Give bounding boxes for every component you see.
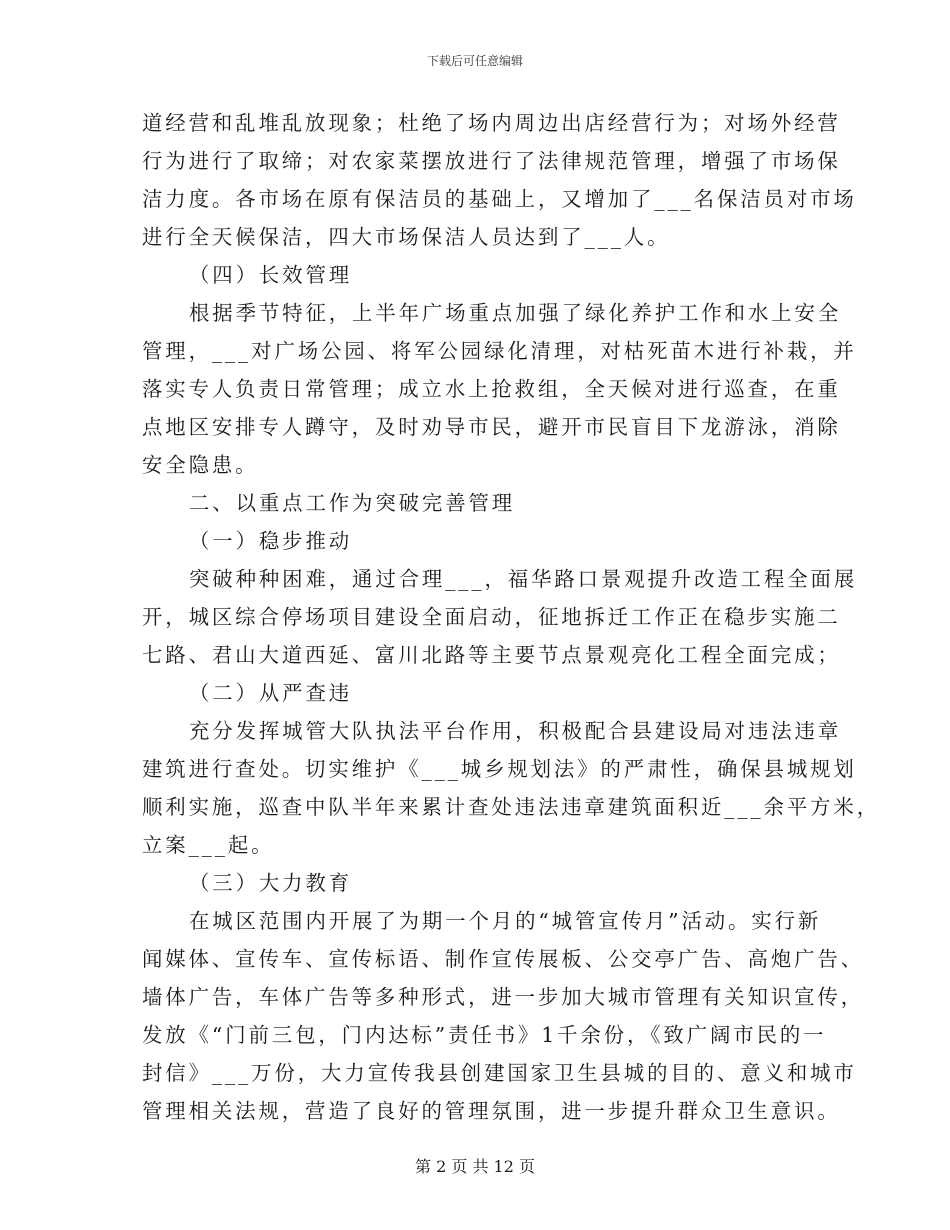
- body-line: 开，城区综合停场项目建设全面启动，征地拆迁工作正在稳步实施二: [142, 605, 841, 629]
- body-line: 点地区安排专人蹲守，及时劝导市民，避开市民盲目下龙游泳，消除: [142, 415, 841, 439]
- body-line: 落实专人负责日常管理；成立水上抢救组，全天候对进行巡查，在重: [142, 377, 841, 401]
- section-heading-2: （二）从严查违: [189, 681, 353, 705]
- body-line: 安全隐患。: [142, 453, 259, 477]
- body-line: 在城区范围内开展了为期一个月的“城管宣传月”活动。实行新: [189, 909, 822, 933]
- body-line: 封信》___万份，大力宣传我县创建国家卫生县城的目的、意义和城市: [142, 1061, 857, 1085]
- body-line: 洁力度。各市场在原有保洁员的基础上，又增加了___名保洁员对市场: [142, 187, 857, 211]
- page-number: 第 2 页 共 12 页: [415, 1157, 535, 1176]
- chapter-heading-2: 二、以重点工作为突破完善管理: [189, 491, 516, 515]
- page-header: 下载后可任意编辑: [426, 54, 523, 68]
- body-line: 充分发挥城管大队执法平台作用，积极配合县建设局对违法违章: [189, 719, 842, 743]
- body-line: 管理，___对广场公园、将军公园绿化清理，对枯死苗木进行补栽，并: [142, 339, 857, 363]
- body-line: 七路、君山大道西延、富川北路等主要节点景观亮化工程全面完成；: [142, 643, 841, 667]
- body-line: 突破种种困难，通过合理___，福华路口景观提升改造工程全面展: [189, 567, 858, 591]
- body-line: 管理相关法规，营造了良好的管理氛围，进一步提升群众卫生意识。: [142, 1099, 841, 1123]
- body-line: 立案___起。: [142, 833, 275, 857]
- body-line: 根据季节特征，上半年广场重点加强了绿化养护工作和水上安全: [189, 301, 842, 325]
- body-line: 进行全天候保洁，四大市场保洁人员达到了___人。: [142, 225, 671, 249]
- body-line: 发放《“门前三包，门内达标”责任书》1千余份，《致广阔市民的一: [142, 1023, 827, 1047]
- body-line: 顺利实施，巡查中队半年来累计查处违法违章建筑面积近___余平方米，: [142, 795, 881, 819]
- body-line: 闻媒体、宣传车、宣传标语、制作宣传展板、公交亭广告、高炮广告、: [142, 947, 865, 971]
- body-line: 建筑进行查处。切实维护《___城乡规划法》的严肃性，确保县城规划: [142, 757, 857, 781]
- section-heading-3: （三）大力教育: [189, 871, 353, 895]
- section-heading-4: （四）长效管理: [189, 263, 353, 287]
- body-line: 行为进行了取缔；对农家菜摆放进行了法律规范管理，增强了市场保: [142, 149, 841, 173]
- body-line: 道经营和乱堆乱放现象；杜绝了场内周边出店经营行为；对场外经营: [142, 111, 841, 135]
- document-body: [142, 104, 881, 1130]
- section-heading-1: （一）稳步推动: [189, 529, 353, 553]
- body-line: 墙体广告，车体广告等多种形式，进一步加大城市管理有关知识宣传，: [142, 985, 865, 1009]
